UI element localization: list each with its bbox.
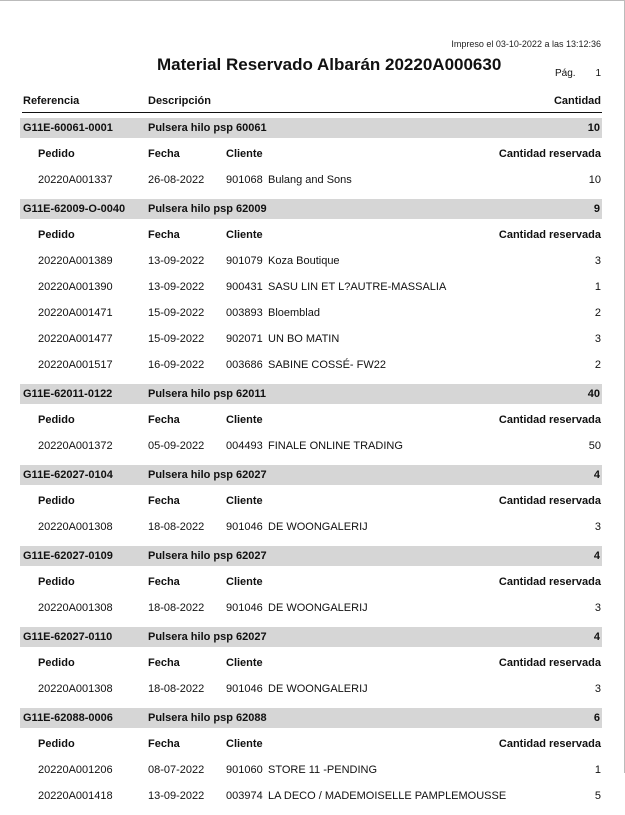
printed-timestamp: Impreso el 03-10-2022 a las 13:12:36 [451, 39, 601, 49]
subheader-client: Cliente [226, 148, 263, 160]
item-quantity: 4 [593, 469, 600, 481]
reserved-quantity: 3 [594, 521, 601, 533]
item-description: Pulsera hilo psp 62009 [148, 203, 267, 215]
order-date: 13-09-2022 [148, 790, 205, 802]
order-number: 20220A001517 [38, 359, 113, 371]
page-number: 1 [595, 68, 601, 79]
item-quantity: 9 [593, 203, 600, 215]
client-name: SABINE COSSÉ- FW22 [268, 359, 386, 371]
client-name: FINALE ONLINE TRADING [268, 440, 403, 452]
subheader-order: Pedido [38, 495, 75, 507]
reserved-quantity: 3 [594, 333, 601, 345]
order-row [0, 515, 625, 541]
client-name: STORE 11 -PENDING [268, 764, 378, 776]
client-name: DE WOONGALERIJ [268, 602, 368, 614]
client-code: 901079 [226, 255, 263, 267]
subheader-client: Cliente [226, 576, 263, 588]
item-description: Pulsera hilo psp 62027 [148, 469, 267, 481]
order-date: 08-07-2022 [148, 764, 205, 776]
item-header-row [20, 199, 602, 219]
order-date: 05-09-2022 [148, 440, 205, 452]
order-number: 20220A001471 [38, 307, 113, 319]
order-date: 16-09-2022 [148, 359, 205, 371]
subheader-reserved: Cantidad reservada [498, 148, 601, 160]
item-group [0, 708, 625, 810]
subheader-reserved: Cantidad reservada [498, 738, 601, 750]
reserved-quantity: 50 [588, 440, 601, 452]
client-code: 901046 [226, 683, 263, 695]
item-header-row [20, 465, 602, 485]
subheader-order: Pedido [38, 738, 75, 750]
order-row [0, 353, 625, 379]
item-quantity: 4 [593, 550, 600, 562]
order-subheader [0, 489, 625, 515]
client-name: Bloemblad [268, 307, 320, 319]
order-number: 20220A001308 [38, 602, 113, 614]
client-code: 901046 [226, 602, 263, 614]
subheader-date: Fecha [148, 495, 180, 507]
order-subheader [0, 732, 625, 758]
subheader-reserved: Cantidad reservada [498, 576, 601, 588]
order-subheader [0, 408, 625, 434]
item-reference: G11E-62088-0006 [23, 712, 113, 724]
reserved-quantity: 3 [594, 602, 601, 614]
item-reference: G11E-62027-0110 [23, 631, 113, 643]
column-header-quantity: Cantidad [553, 95, 601, 107]
client-code: 004493 [226, 440, 263, 452]
order-row [0, 434, 625, 460]
subheader-reserved: Cantidad reservada [498, 657, 601, 669]
client-code: 003974 [226, 790, 263, 802]
subheader-date: Fecha [148, 576, 180, 588]
item-quantity: 40 [587, 388, 600, 400]
item-group [0, 465, 625, 541]
order-date: 15-09-2022 [148, 333, 205, 345]
subheader-date: Fecha [148, 148, 180, 160]
header-divider [22, 112, 602, 113]
item-reference: G11E-62027-0104 [23, 469, 113, 481]
order-row [0, 677, 625, 703]
item-group [0, 384, 625, 460]
order-number: 20220A001418 [38, 790, 113, 802]
report-body [0, 118, 625, 815]
item-header-row [20, 708, 602, 728]
subheader-client: Cliente [226, 738, 263, 750]
order-date: 18-08-2022 [148, 602, 205, 614]
reserved-quantity: 3 [594, 255, 601, 267]
subheader-date: Fecha [148, 657, 180, 669]
order-row [0, 596, 625, 622]
subheader-reserved: Cantidad reservada [498, 229, 601, 241]
subheader-client: Cliente [226, 414, 263, 426]
client-code: 902071 [226, 333, 263, 345]
item-group [0, 546, 625, 622]
subheader-reserved: Cantidad reservada [498, 495, 601, 507]
order-number: 20220A001337 [38, 174, 113, 186]
subheader-order: Pedido [38, 576, 75, 588]
report-title: Material Reservado Albarán 20220A000630 [157, 55, 502, 74]
order-row [0, 327, 625, 353]
order-date: 15-09-2022 [148, 307, 205, 319]
order-date: 18-08-2022 [148, 683, 205, 695]
item-quantity: 4 [593, 631, 600, 643]
order-number: 20220A001477 [38, 333, 113, 345]
column-header-description: Descripción [148, 95, 211, 107]
item-group [0, 118, 625, 194]
order-subheader [0, 651, 625, 677]
order-row [0, 758, 625, 784]
item-description: Pulsera hilo psp 62011 [148, 388, 267, 400]
subheader-date: Fecha [148, 738, 180, 750]
subheader-client: Cliente [226, 229, 263, 241]
order-date: 13-09-2022 [148, 281, 205, 293]
subheader-order: Pedido [38, 657, 75, 669]
item-description: Pulsera hilo psp 62027 [148, 550, 267, 562]
order-number: 20220A001206 [38, 764, 113, 776]
client-name: DE WOONGALERIJ [268, 683, 368, 695]
client-name: SASU LIN ET L?AUTRE-MASSALIA [268, 281, 447, 293]
order-row [0, 168, 625, 194]
subheader-order: Pedido [38, 148, 75, 160]
client-name: Bulang and Sons [268, 174, 352, 186]
item-header-row [20, 384, 602, 404]
item-header-row [20, 546, 602, 566]
subheader-client: Cliente [226, 495, 263, 507]
order-number: 20220A001308 [38, 521, 113, 533]
order-row [0, 301, 625, 327]
subheader-reserved: Cantidad reservada [498, 414, 601, 426]
client-name: Koza Boutique [268, 255, 340, 267]
order-row [0, 275, 625, 301]
client-code: 901046 [226, 521, 263, 533]
subheader-client: Cliente [226, 657, 263, 669]
reserved-quantity: 10 [588, 174, 601, 186]
item-header-row [20, 118, 602, 138]
item-description: Pulsera hilo psp 62027 [148, 631, 267, 643]
client-code: 003893 [226, 307, 263, 319]
reserved-quantity: 1 [594, 281, 601, 293]
order-subheader [0, 570, 625, 596]
item-description: Pulsera hilo psp 60061 [148, 122, 267, 134]
page-label: Pág. [555, 68, 576, 79]
order-subheader [0, 142, 625, 168]
subheader-date: Fecha [148, 229, 180, 241]
reserved-quantity: 3 [594, 683, 601, 695]
reserved-quantity: 2 [594, 359, 601, 371]
column-header-reference: Referencia [23, 95, 80, 107]
subheader-order: Pedido [38, 229, 75, 241]
item-group [0, 199, 625, 379]
subheader-order: Pedido [38, 414, 75, 426]
item-group [0, 627, 625, 703]
order-number: 20220A001308 [38, 683, 113, 695]
reserved-quantity: 5 [594, 790, 601, 802]
reserved-quantity: 1 [594, 764, 601, 776]
order-date: 18-08-2022 [148, 521, 205, 533]
client-name: UN BO MATIN [268, 333, 340, 345]
order-number: 20220A001389 [38, 255, 113, 267]
order-date: 13-09-2022 [148, 255, 205, 267]
client-code: 901068 [226, 174, 263, 186]
item-quantity: 6 [593, 712, 600, 724]
client-name: DE WOONGALERIJ [268, 521, 368, 533]
reserved-quantity: 2 [594, 307, 601, 319]
client-name: LA DECO / MADEMOISELLE PAMPLEMOUSSE [268, 790, 507, 802]
item-reference: G11E-62011-0122 [23, 388, 113, 400]
order-subheader [0, 223, 625, 249]
item-description: Pulsera hilo psp 62088 [148, 712, 267, 724]
item-reference: G11E-62027-0109 [23, 550, 113, 562]
item-quantity: 10 [587, 122, 600, 134]
client-code: 900431 [226, 281, 263, 293]
order-date: 26-08-2022 [148, 174, 205, 186]
order-number: 20220A001372 [38, 440, 113, 452]
item-reference: G11E-62009-O-0040 [23, 203, 126, 215]
client-code: 901060 [226, 764, 263, 776]
client-code: 003686 [226, 359, 263, 371]
item-header-row [20, 627, 602, 647]
order-row [0, 784, 625, 810]
order-row [0, 249, 625, 275]
item-reference: G11E-60061-0001 [23, 122, 113, 134]
order-number: 20220A001390 [38, 281, 113, 293]
subheader-date: Fecha [148, 414, 180, 426]
